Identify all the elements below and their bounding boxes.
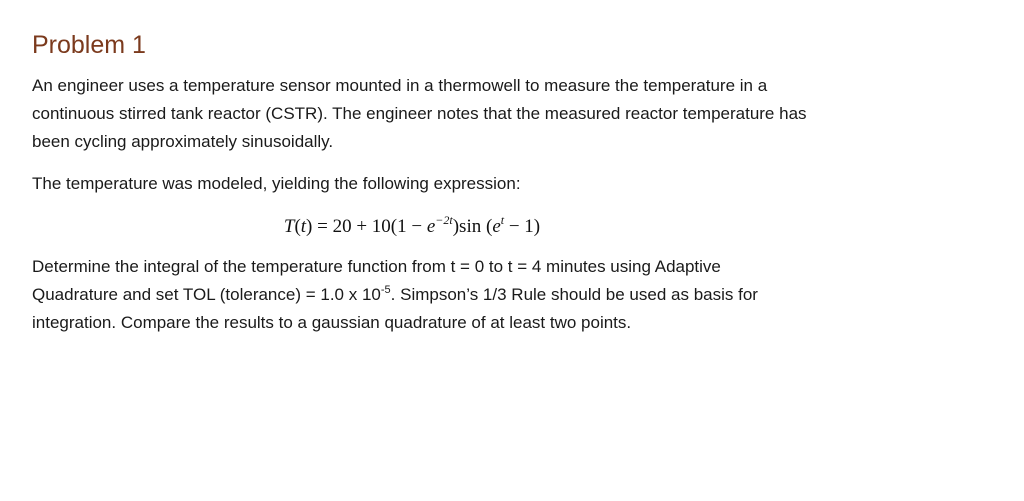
intro-line-1: An engineer uses a temperature sensor mounted in a thermowell to measure the temperature in a <box>32 76 768 95</box>
eq-e2: e <box>492 216 501 237</box>
problem-heading: Problem 1 <box>32 31 146 59</box>
intro-line-3: been cycling approximately sinusoidally. <box>32 132 334 151</box>
eq-rhs-part1: = 20 + 10(1 − <box>312 216 427 237</box>
temperature-equation: $T(t) = 20 + 10(1 - e^{-2t})\sin$ $(e^t - 1)$ <box>283 213 541 237</box>
eq-exp1: −2t <box>435 213 453 227</box>
model-sentence: The temperature was modeled, yielding the following expression: <box>32 174 521 193</box>
eq-rhs-part2: )sin ( <box>452 216 493 237</box>
task-line-2 <box>32 281 992 309</box>
eq-e1: e <box>426 216 436 237</box>
intro-paragraph <box>32 72 992 156</box>
eq-lhs-var: t <box>300 216 307 237</box>
task-line-1: Determine the integral of the temperature function from t = 0 to t = 4 minutes using Adaptive <box>32 257 721 276</box>
task-line-2-a: Quadrature and set TOL (tolerance) = 1.0 x 10 <box>32 285 381 304</box>
eq-rhs-part3: − 1) <box>504 216 541 237</box>
tolerance-exponent: -5 <box>380 284 391 296</box>
intro-line-2: continuous stirred tank reactor (CSTR). The engineer notes that the measured reactor temperature has <box>32 104 807 123</box>
eq-exp2: t <box>500 213 505 227</box>
eq-lhs-func: T <box>283 216 295 237</box>
task-line-3: integration. Compare the results to a gaussian quadrature of at least two points. <box>32 313 632 332</box>
task-line-2-b: . Simpson’s 1/3 Rule should be used as basis for <box>390 285 758 304</box>
task-paragraph <box>32 253 992 337</box>
problem-document <box>32 28 992 337</box>
